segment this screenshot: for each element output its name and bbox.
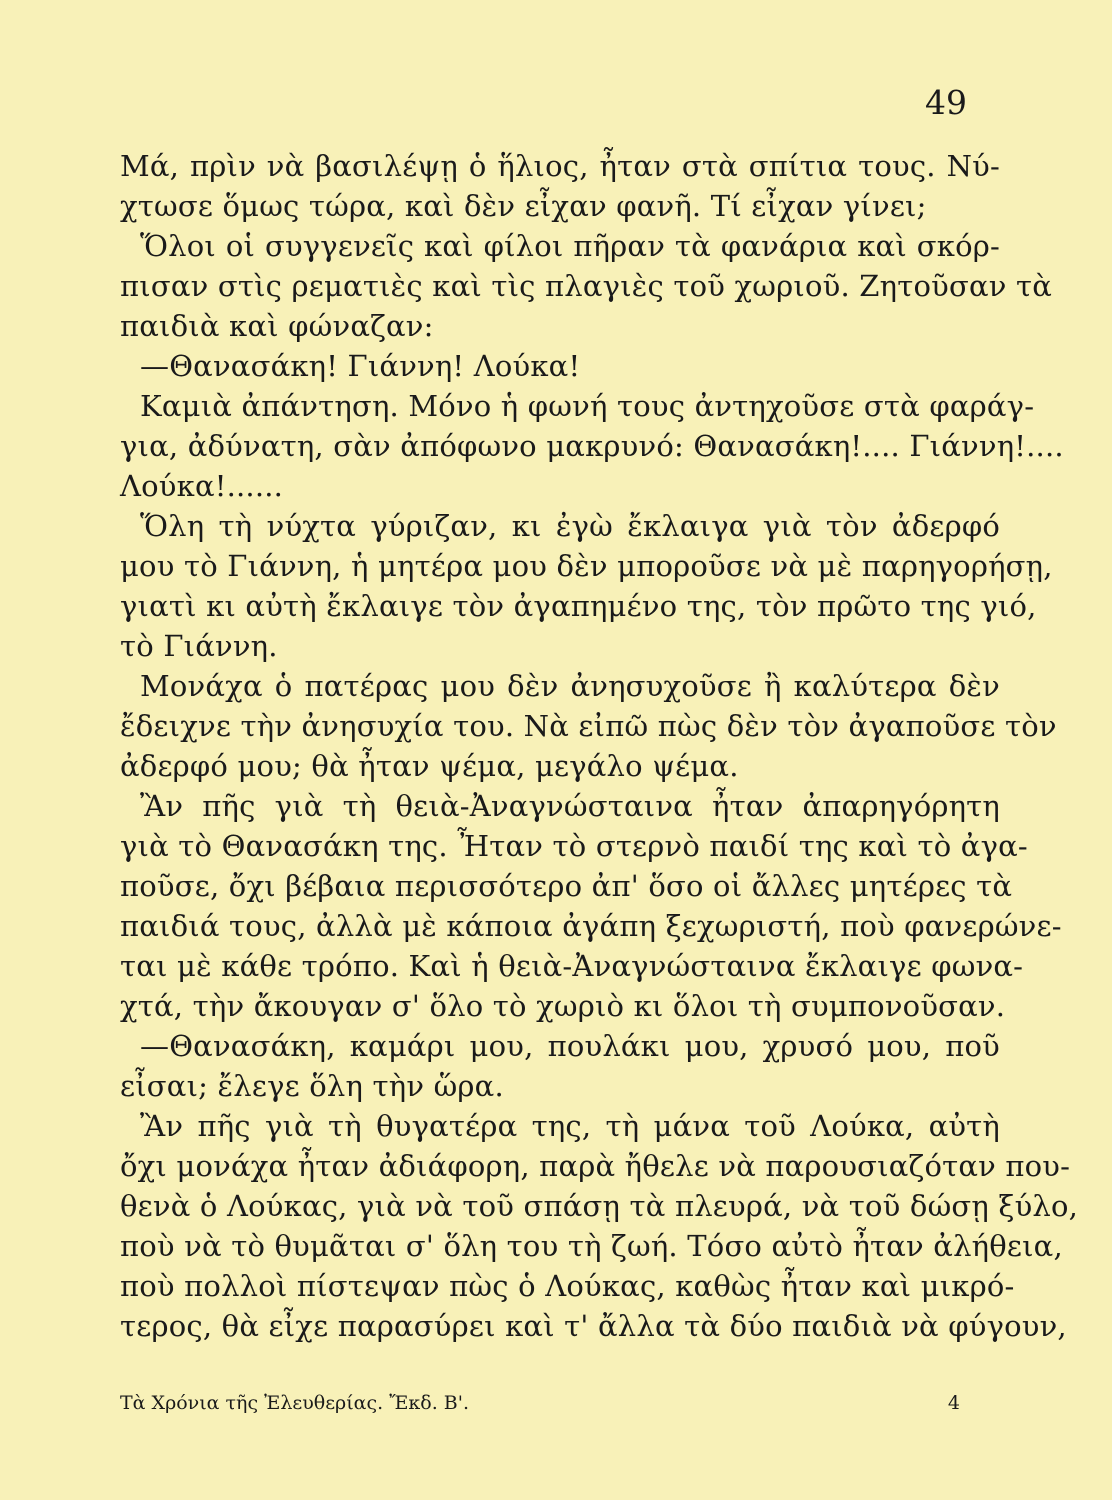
text-line: Ἂν πῆς γιὰ τὴ θυγατέρα της, τὴ μάνα τοῦ Λούκα, αὐτὴ [140, 1109, 1000, 1143]
running-footer-title: Τὰ Χρόνια τῆς Ἐλευθερίας. Ἔκδ. Β'. [120, 1392, 469, 1414]
text-line: εἶσαι; ἔλεγε ὅλη τὴν ὥρα. [120, 1069, 504, 1103]
page-number: 49 [925, 83, 967, 122]
signature-mark: 4 [947, 1392, 960, 1414]
page-footer [120, 1388, 960, 1418]
text-line: ποὺ πολλοὶ πίστεψαν πὼς ὁ Λούκας, καθὼς ἦταν καὶ μικρό- [120, 1269, 1015, 1303]
text-line: γιατὶ κι αὐτὴ ἔκλαιγε τὸν ἀγαπημένο της, τὸν πρῶτο της γιό, [120, 589, 1037, 623]
text-line: ἔδειχνε τὴν ἀνησυχία του. Νὰ εἰπῶ πὼς δὲν τὸν ἀγαποῦσε τὸν [120, 709, 1057, 743]
text-line: —Θανασάκη, καμάρι μου, πουλάκι μου, χρυσό μου, ποῦ [140, 1029, 1000, 1063]
body-text [120, 146, 1079, 1346]
text-line: μου τὸ Γιάννη, ἡ μητέρα μου δὲν μποροῦσε νὰ μὲ παρηγορήσῃ, [120, 549, 1053, 583]
text-line: Μά, πρὶν νὰ βασιλέψῃ ὁ ἥλιος, ἦταν στὰ σπίτια τους. Νύ- [120, 149, 1000, 183]
text-line: πισαν στὶς ρεματιὲς καὶ τὶς πλαγιὲς τοῦ χωριοῦ. Ζητοῦσαν τὰ [120, 269, 1053, 303]
text-line: ται μὲ κάθε τρόπο. Καὶ ἡ θειὰ-Ἀναγνώσταινα ἔκλαιγε φωνα- [120, 949, 1024, 983]
text-line: τερος, θὰ εἶχε παρασύρει καὶ τ' ἄλλα τὰ δύο παιδιὰ νὰ φύγουν, [120, 1309, 1067, 1343]
text-line: —Θανασάκη! Γιάννη! Λούκα! [140, 349, 581, 383]
text-line: Ὅλη τὴ νύχτα γύριζαν, κι ἐγὼ ἔκλαιγα γιὰ τὸν ἀδερφό [140, 509, 1000, 543]
text-line: παιδιά τους, ἀλλὰ μὲ κάποια ἀγάπη ξεχωριστή, ποὺ φανερώνε- [120, 909, 1062, 943]
text-line: τὸ Γιάννη. [120, 629, 278, 663]
text-line: ἀδερφό μου; θὰ ἦταν ψέμα, μεγάλο ψέμα. [120, 749, 739, 783]
text-line: για, ἀδύνατη, σὰν ἀπόφωνο μακρυνό: Θανασάκη!.... Γιάννη!.... [120, 429, 1064, 463]
text-line: θενὰ ὁ Λούκας, γιὰ νὰ τοῦ σπάσῃ τὰ πλευρά, νὰ τοῦ δώσῃ ξύλο, [120, 1189, 1079, 1223]
text-line: Μονάχα ὁ πατέρας μου δὲν ἀνησυχοῦσε ἢ καλύτερα δὲν [140, 669, 1000, 703]
text-line: ὄχι μονάχα ἦταν ἀδιάφορη, παρὰ ἤθελε νὰ παρουσιαζόταν που- [120, 1149, 1071, 1183]
text-line: παιδιὰ καὶ φώναζαν: [120, 309, 434, 343]
text-line: ποῦσε, ὄχι βέβαια περισσότερο ἀπ' ὅσο οἱ ἄλλες μητέρες τὰ [120, 869, 1013, 903]
text-line: Καμιὰ ἀπάντηση. Μόνο ἡ φωνή τους ἀντηχοῦσε στὰ φαράγ- [140, 389, 1035, 423]
text-line: χτωσε ὅμως τώρα, καὶ δὲν εἶχαν φανῆ. Τί εἶχαν γίνει; [120, 189, 927, 223]
text-line: Ὅλοι οἱ συγγενεῖς καὶ φίλοι πῆραν τὰ φανάρια καὶ σκόρ- [140, 229, 1000, 263]
text-line: χτά, τὴν ἄκουγαν σ' ὅλο τὸ χωριὸ κι ὅλοι τὴ συμπονοῦσαν. [120, 989, 1006, 1023]
text-line: γιὰ τὸ Θανασάκη της. Ἦταν τὸ στερνὸ παιδί της καὶ τὸ ἀγα- [120, 829, 1028, 863]
text-line: Ἂν πῆς γιὰ τὴ θειὰ-Ἀναγνώσταινα ἦταν ἀπαρηγόρητη [140, 789, 1000, 823]
text-line: Λούκα!...... [120, 469, 284, 503]
text-line: ποὺ νὰ τὸ θυμᾶται σ' ὅλη του τὴ ζωή. Τόσο αὐτὸ ἦταν ἀλήθεια, [120, 1229, 1063, 1263]
